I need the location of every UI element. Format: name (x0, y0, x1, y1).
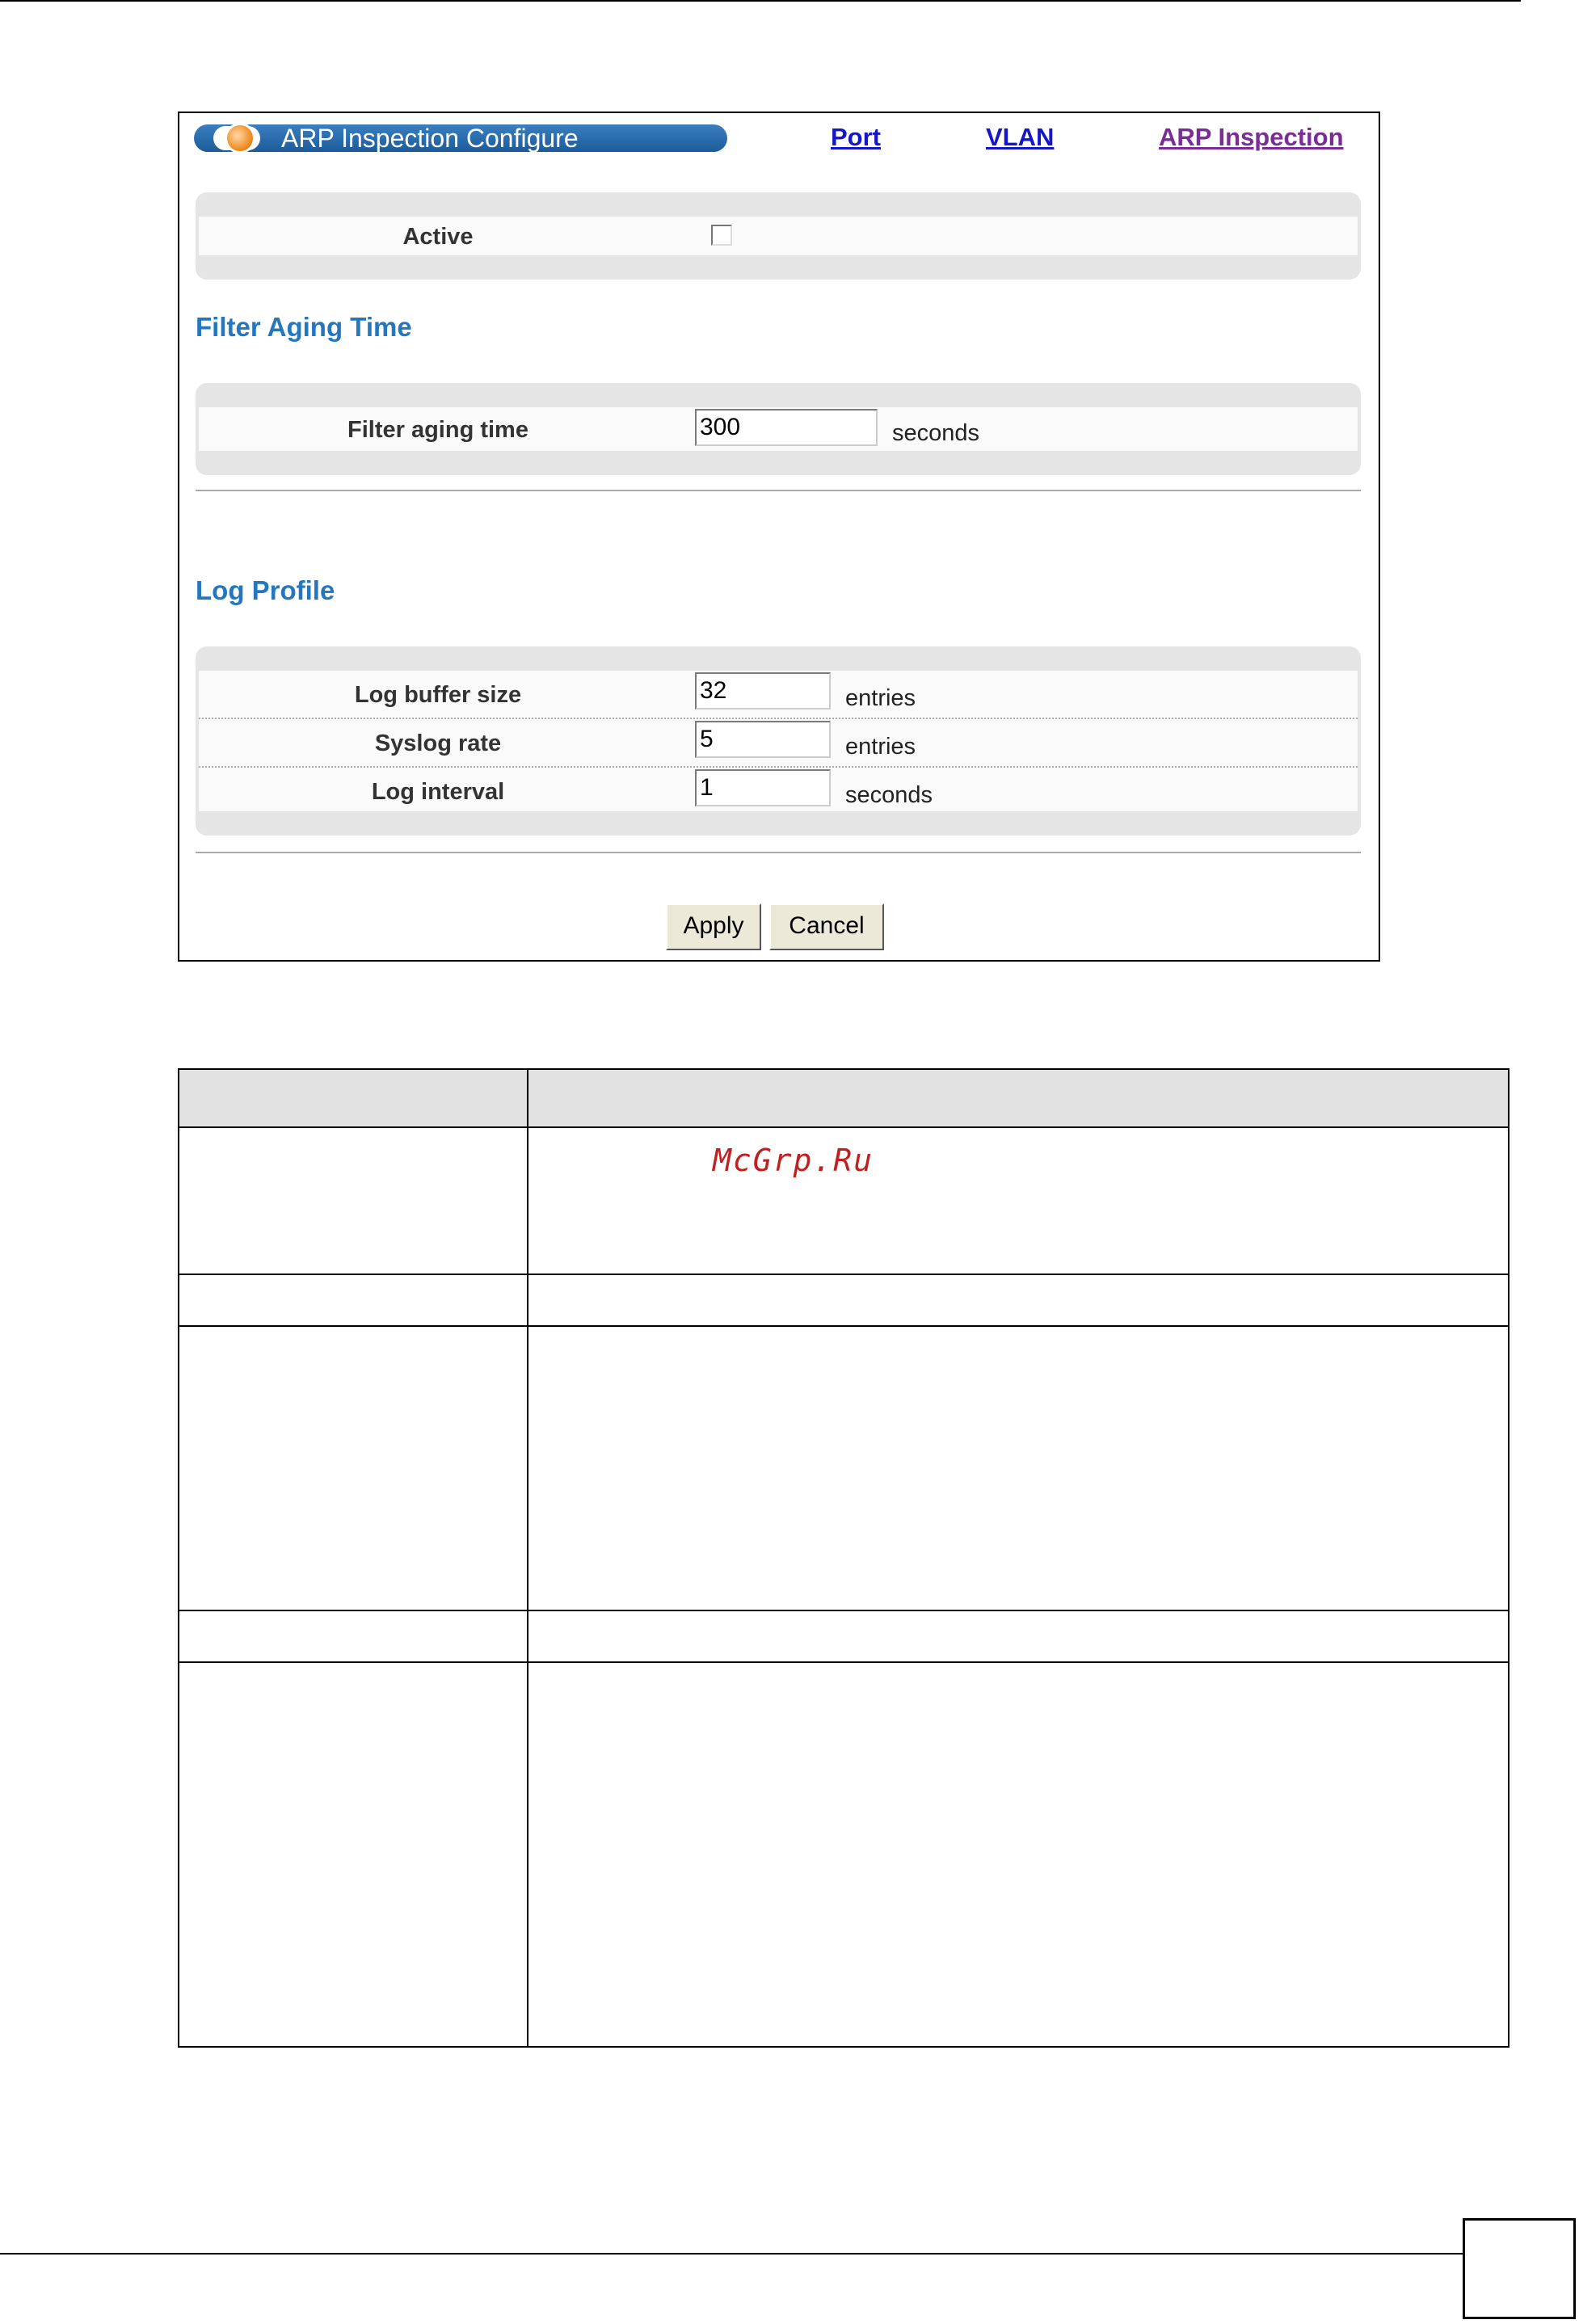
table-column-divider (527, 1070, 528, 2046)
filter-aging-unit: seconds (892, 420, 980, 446)
log-profile-heading: Log Profile (196, 575, 335, 605)
table-row (179, 1610, 1508, 1663)
row-separator (199, 766, 1358, 768)
row-separator (199, 718, 1358, 719)
divider (196, 490, 1361, 491)
field-description-table (178, 1068, 1510, 2048)
log-interval-input[interactable] (695, 769, 831, 806)
cancel-button[interactable]: Cancel (769, 903, 884, 950)
active-group (196, 192, 1361, 280)
log-buffer-size-input[interactable] (695, 672, 831, 709)
table-row (179, 1274, 1508, 1327)
apply-button[interactable]: Apply (666, 903, 761, 950)
nav-link-port[interactable]: Port (831, 123, 881, 151)
nav-link-arp-inspection[interactable]: ARP Inspection (1159, 123, 1344, 151)
top-rule (0, 0, 1521, 2)
filter-aging-group (196, 383, 1361, 475)
syslog-rate-unit: entries (845, 734, 916, 760)
divider (196, 852, 1361, 853)
footer-rule (0, 2253, 1463, 2255)
active-label: Active (402, 224, 474, 250)
page-number-box (1463, 2218, 1576, 2319)
log-buffer-size-label: Log buffer size (354, 682, 522, 708)
table-header-row (179, 1070, 1508, 1126)
filter-aging-label: Filter aging time (347, 417, 528, 443)
filter-aging-heading: Filter Aging Time (196, 312, 412, 342)
log-interval-unit: seconds (845, 782, 933, 808)
arp-inspection-configure-panel (178, 112, 1380, 962)
nav-link-vlan[interactable]: VLAN (986, 123, 1055, 151)
table-row (179, 1325, 1508, 1611)
watermark: McGrp.Ru (713, 1143, 874, 1178)
log-buffer-size-unit: entries (845, 685, 916, 711)
syslog-rate-input[interactable] (695, 721, 831, 758)
title-bar (194, 124, 727, 152)
syslog-rate-label: Syslog rate (374, 730, 502, 756)
log-profile-group (196, 646, 1361, 836)
orange-bullet-icon (225, 123, 255, 154)
page-title: ARP Inspection Configure (281, 124, 579, 153)
active-checkbox[interactable] (711, 225, 732, 246)
table-row (179, 1661, 1508, 2048)
log-interval-label: Log interval (371, 779, 505, 805)
filter-aging-row (199, 407, 1358, 451)
filter-aging-input[interactable] (695, 409, 878, 446)
active-row (199, 217, 1358, 255)
